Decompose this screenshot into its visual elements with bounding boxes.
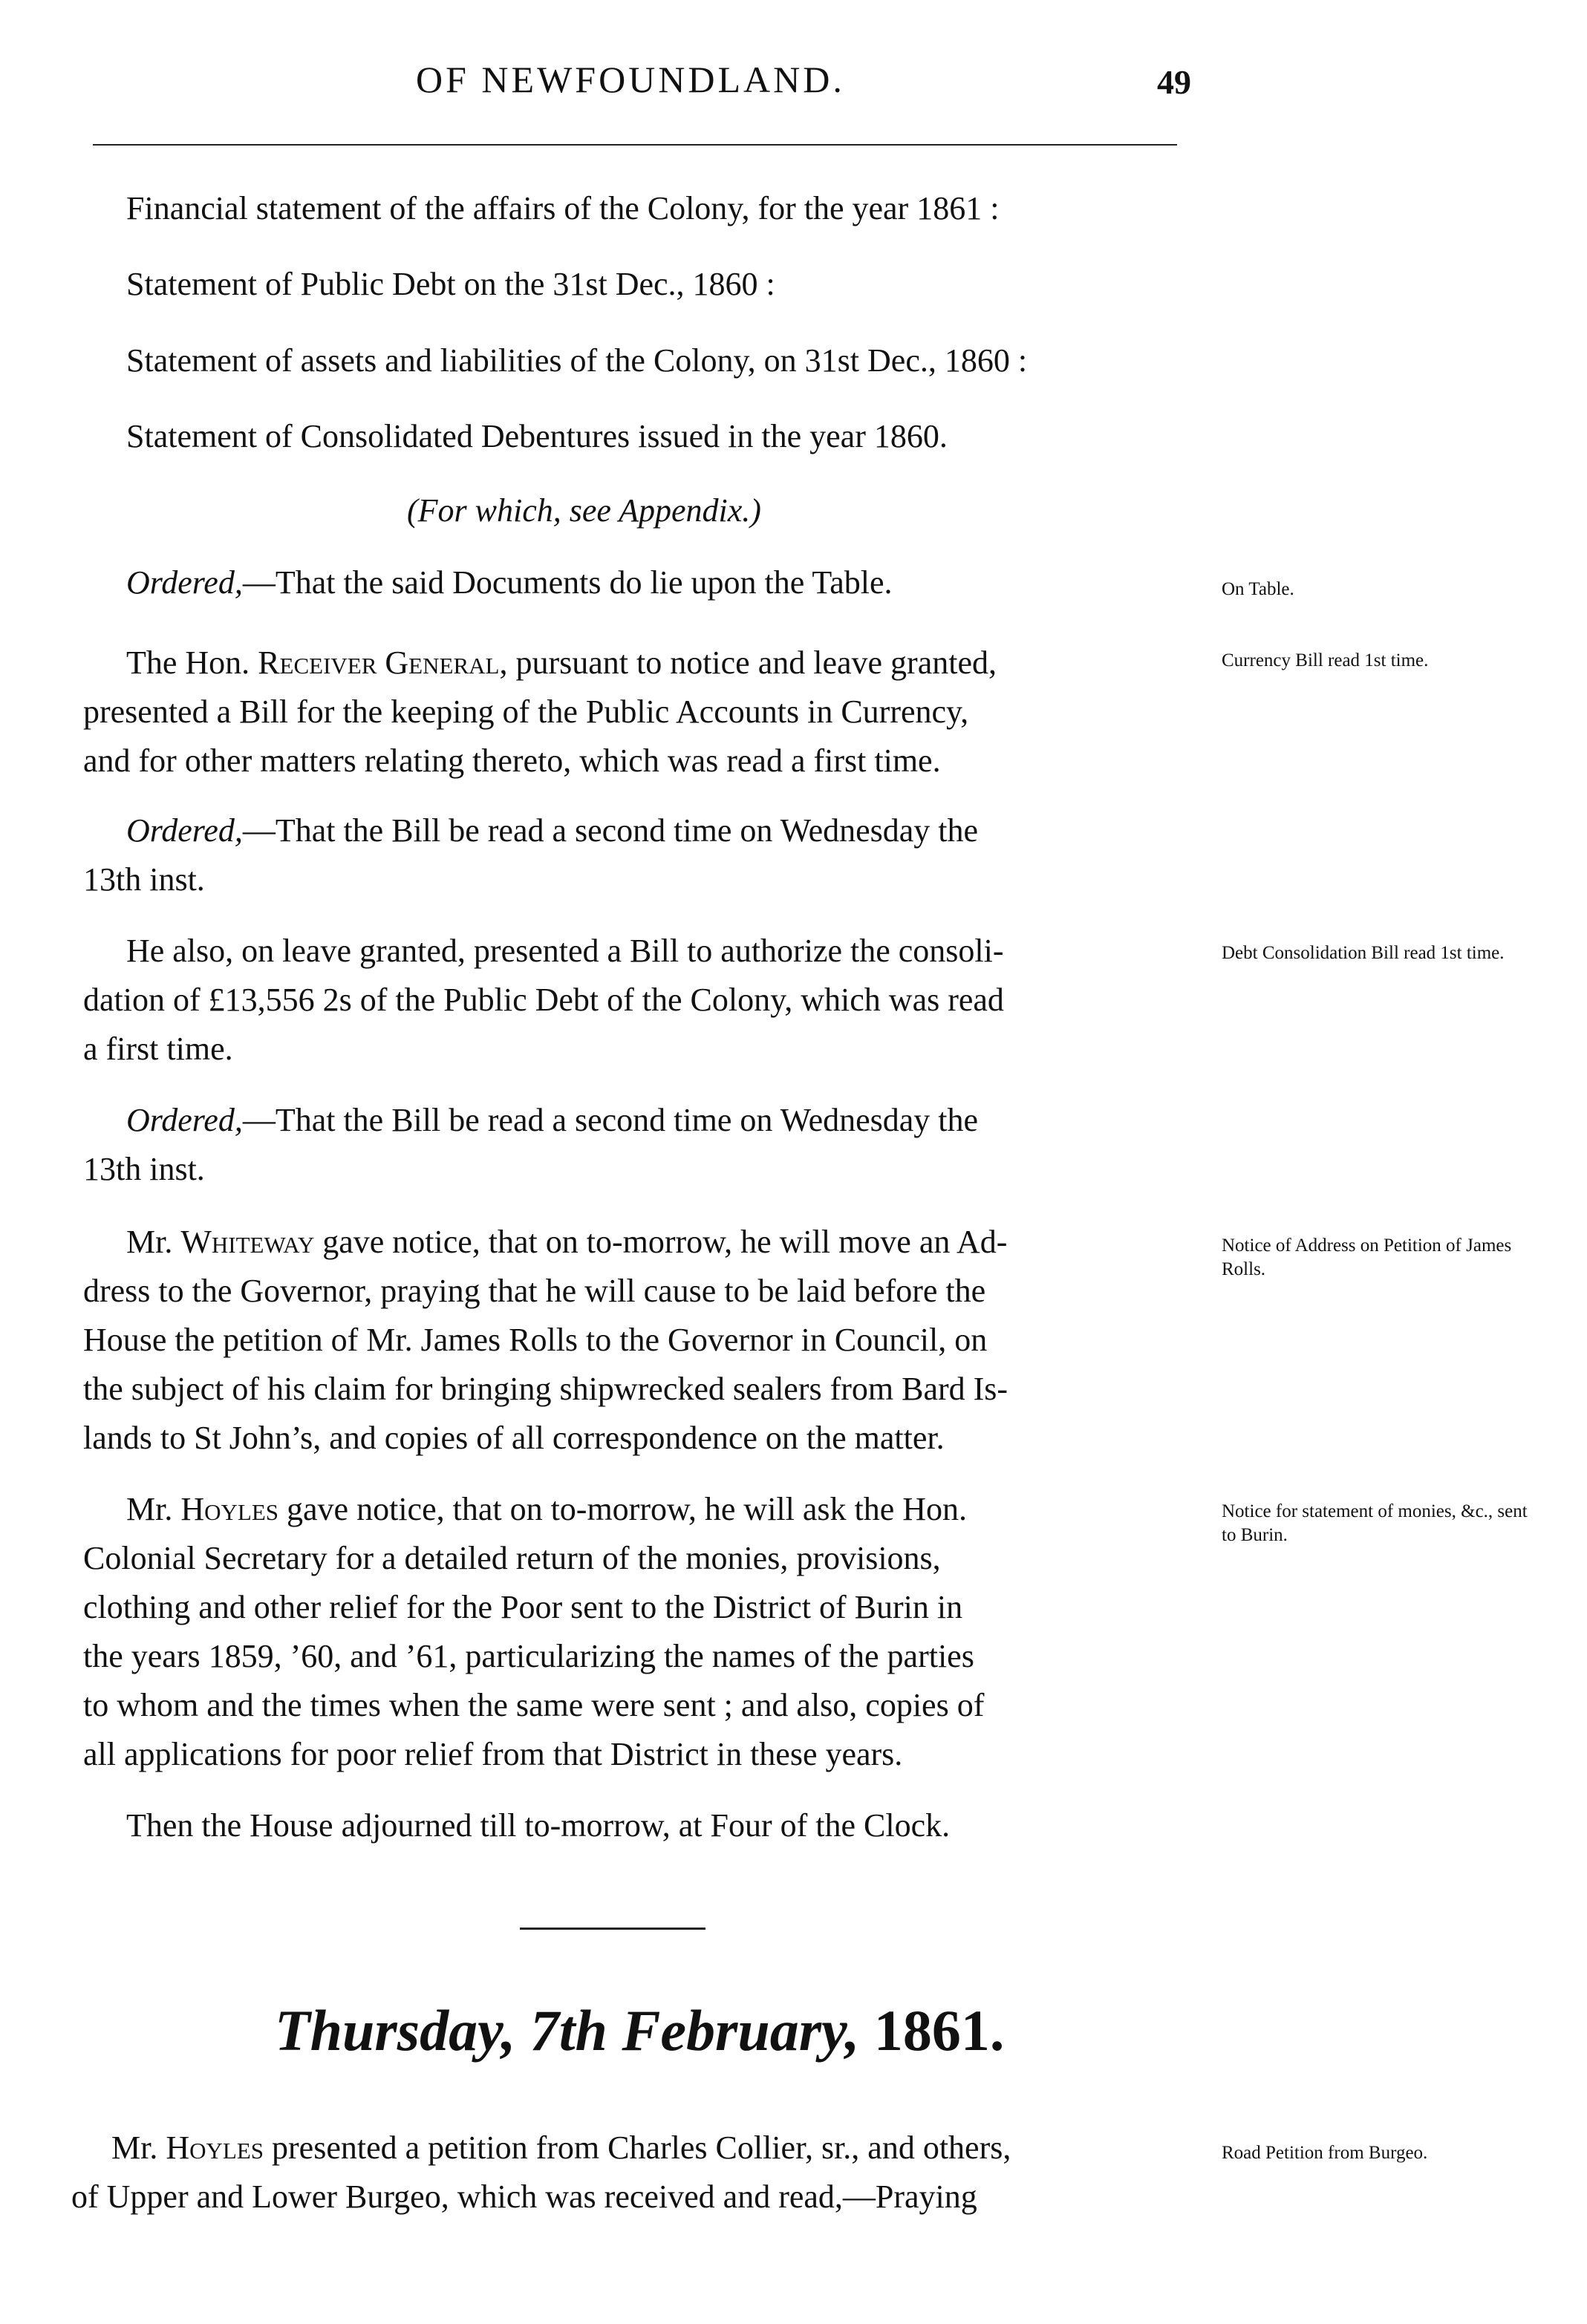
margin-note-on-table: On Table. [1222, 579, 1294, 599]
whiteway-line-4: the subject of his claim for bringing shipwrecked sealers from Bard Is- [83, 1371, 1008, 1407]
hoyles-line-2: Colonial Secretary for a detailed return of the monies, provisions, [83, 1540, 941, 1576]
line-text: gave notice, that on to-morrow, he will ask the Hon. [278, 1491, 968, 1527]
hoyles-line-5: to whom and the times when the same were sent ; and also, copies of [83, 1687, 985, 1723]
title-prefix: Mr. [126, 1224, 181, 1260]
date-heading [275, 1997, 1004, 2064]
order-text: —That the said Documents do lie upon the Table. [242, 564, 893, 601]
whiteway-line-3: House the petition of Mr. James Rolls to the Governor in Council, on [83, 1322, 988, 1358]
see-appendix-note: (For which, see Appendix.) [407, 492, 761, 529]
line-text: gave notice, that on to-morrow, he will move an Ad- [314, 1224, 1008, 1260]
date-heading-year: 1861. [873, 1998, 1005, 2063]
document-public-debt: Statement of Public Debt on the 31st Dec., 1860 : [126, 266, 775, 302]
consolidation-line-2: dation of £13,556 2s of the Public Debt of the Colony, which was read [83, 982, 1004, 1018]
consolidation-line-3: a first time. [83, 1031, 233, 1067]
speaker-name: Receiver General [258, 644, 500, 681]
section-rule [520, 1928, 705, 1930]
petition-line-1 [111, 2124, 1011, 2173]
consolidation-line-1: He also, on leave granted, presented a Bill to authorize the consoli- [126, 933, 1004, 969]
speaker-name: Hoyles [180, 1491, 279, 1527]
title-prefix: The Hon. [126, 644, 258, 681]
date-heading-text: Thursday, 7th February, [275, 1998, 860, 2063]
margin-note-debt-bill: Debt Consolidation Bill read 1st time. [1222, 943, 1505, 963]
ordered-label: Ordered, [126, 564, 243, 601]
hoyles-line-1 [126, 1485, 967, 1534]
line-text: , pursuant to notice and leave granted, [499, 644, 997, 681]
hoyles-line-4: the years 1859, ’60, and ’61, particularizing the names of the parties [83, 1638, 974, 1674]
receiver-general-line-2: presented a Bill for the keeping of the Public Accounts in Currency, [83, 693, 969, 730]
hoyles-line-6: all applications for poor relief from that District in these years. [83, 1736, 903, 1772]
whiteway-line-2: dress to the Governor, praying that he will cause to be laid before the [83, 1273, 986, 1309]
order-second-reading-1-line-1 [126, 806, 978, 855]
petition-line-2: of Upper and Lower Burgeo, which was received and read,—Praying [71, 2178, 977, 2215]
order-second-reading-2-line-1 [126, 1096, 978, 1145]
speaker-name: Hoyles [166, 2129, 264, 2166]
margin-note-burin: Notice for statement of monies, &c., sent to Burin. [1222, 1501, 1528, 1545]
receiver-general-line-1 [126, 639, 997, 688]
running-head-title: OF NEWFOUNDLAND. [416, 59, 845, 100]
margin-note-currency-bill: Currency Bill read 1st time. [1222, 650, 1429, 670]
receiver-general-line-3: and for other matters relating thereto, which was read a first time. [83, 742, 941, 779]
margin-note-address: Notice of Address on Petition of James Rolls. [1222, 1236, 1512, 1279]
page-number: 49 [1157, 63, 1191, 101]
whiteway-line-5: lands to St John’s, and copies of all correspondence on the matter. [83, 1420, 945, 1456]
document-debentures: Statement of Consolidated Debentures issued in the year 1860. [126, 418, 948, 454]
ordered-label: Ordered, [126, 812, 243, 849]
adjournment-line: Then the House adjourned till to-morrow, at Four of the Clock. [126, 1807, 951, 1844]
order-second-reading-2-line-2: 13th inst. [83, 1151, 205, 1187]
order-text: —That the Bill be read a second time on Wednesday the [242, 812, 979, 849]
ordered-label: Ordered, [126, 1102, 243, 1138]
margin-note-burgeo: Road Petition from Burgeo. [1222, 2143, 1428, 2163]
title-prefix: Mr. [111, 2129, 166, 2166]
order-second-reading-1-line-2: 13th inst. [83, 861, 205, 898]
document-financial-statement: Financial statement of the affairs of the Colony, for the year 1861 : [126, 190, 1000, 226]
document-assets-liabilities: Statement of assets and liabilities of the Colony, on 31st Dec., 1860 : [126, 342, 1028, 379]
header-rule [93, 144, 1177, 146]
order-documents-table [126, 558, 893, 607]
speaker-name: Whiteway [180, 1224, 315, 1260]
whiteway-line-1 [126, 1218, 1007, 1267]
line-text: presented a petition from Charles Collier, sr., and others, [264, 2129, 1011, 2166]
order-text: —That the Bill be read a second time on Wednesday the [242, 1102, 979, 1138]
hoyles-line-3: clothing and other relief for the Poor sent to the District of Burin in [83, 1589, 963, 1625]
title-prefix: Mr. [126, 1491, 181, 1527]
